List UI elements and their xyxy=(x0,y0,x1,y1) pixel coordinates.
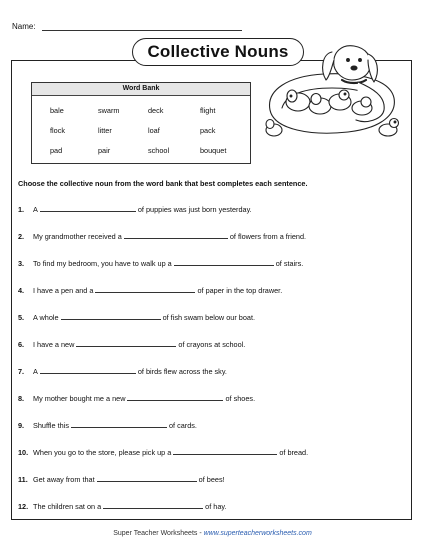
question-item xyxy=(18,231,306,241)
question-text-before: My mother bought me a new xyxy=(33,394,126,403)
question-number: 3. xyxy=(18,259,25,268)
question-text-before: I have a new xyxy=(33,340,75,349)
page-title: Collective Nouns xyxy=(132,38,304,66)
question-text-after: of puppies was just born yesterday. xyxy=(137,205,252,214)
question-number: 10. xyxy=(18,448,29,457)
question-text-after: of flowers from a friend. xyxy=(229,232,307,241)
word-bank-word: pair xyxy=(98,146,111,155)
question-text-before: I have a pen and a xyxy=(33,286,94,295)
question-item xyxy=(18,501,227,511)
answer-blank[interactable] xyxy=(61,312,161,320)
question-number: 4. xyxy=(18,286,25,295)
question-number: 12. xyxy=(18,502,29,511)
answer-blank[interactable] xyxy=(76,339,176,347)
word-bank-word: pad xyxy=(50,146,63,155)
question-text-before: A xyxy=(33,205,38,214)
question-item xyxy=(18,447,308,457)
answer-blank[interactable] xyxy=(103,501,203,509)
answer-blank[interactable] xyxy=(71,420,167,428)
answer-blank[interactable] xyxy=(40,204,136,212)
question-text-before: When you go to the store, please pick up a xyxy=(33,448,172,457)
dog-and-puppies-illustration xyxy=(262,36,412,144)
word-bank-word: flock xyxy=(50,126,66,135)
question-text-after: of stairs. xyxy=(275,259,304,268)
answer-blank[interactable] xyxy=(174,258,274,266)
footer-brand: Super Teacher Worksheets - xyxy=(113,530,202,537)
question-text-after: of paper in the top drawer. xyxy=(197,286,283,295)
footer xyxy=(0,530,425,537)
question-text-after: of birds flew across the sky. xyxy=(137,367,227,376)
question-number: 2. xyxy=(18,232,25,241)
question-text-after: of hay. xyxy=(205,502,227,511)
answer-blank[interactable] xyxy=(173,447,277,455)
question-text-after: of shoes. xyxy=(225,394,256,403)
answer-blank[interactable] xyxy=(40,366,136,374)
word-bank-word: litter xyxy=(98,126,112,135)
word-bank-word: school xyxy=(148,146,170,155)
question-item xyxy=(18,366,227,376)
answer-blank[interactable] xyxy=(127,393,223,401)
word-bank-word: flight xyxy=(200,106,216,115)
question-text-after: of fish swam below our boat. xyxy=(162,313,256,322)
instructions: Choose the collective noun from the word bank that best completes each sentence. xyxy=(18,179,308,188)
name-input-line[interactable] xyxy=(42,22,242,31)
question-number: 1. xyxy=(18,205,25,214)
question-number: 5. xyxy=(18,313,25,322)
question-number: 9. xyxy=(18,421,25,430)
word-bank-word: bouquet xyxy=(200,146,227,155)
question-text-before: To find my bedroom, you have to walk up a xyxy=(33,259,172,268)
word-bank-header: Word Bank xyxy=(32,83,250,96)
question-number: 7. xyxy=(18,367,25,376)
question-text-before: Shuffle this xyxy=(33,421,69,430)
question-item xyxy=(18,204,252,214)
question-item xyxy=(18,474,225,484)
question-item xyxy=(18,393,255,403)
answer-blank[interactable] xyxy=(95,285,195,293)
word-bank-word: deck xyxy=(148,106,164,115)
question-text-before: A xyxy=(33,367,38,376)
name-label: Name: xyxy=(12,22,36,31)
answer-blank[interactable] xyxy=(97,474,197,482)
word-bank-word: bale xyxy=(50,106,64,115)
name-field xyxy=(12,22,242,31)
answer-blank[interactable] xyxy=(124,231,228,239)
question-text-after: of crayons at school. xyxy=(178,340,246,349)
question-text-after: of bees! xyxy=(198,475,225,484)
word-bank-word: swarm xyxy=(98,106,120,115)
question-text-after: of bread. xyxy=(279,448,309,457)
question-number: 8. xyxy=(18,394,25,403)
word-bank-word: loaf xyxy=(148,126,160,135)
word-bank-word: pack xyxy=(200,126,216,135)
question-text-before: A whole xyxy=(33,313,59,322)
question-number: 11. xyxy=(18,475,28,484)
footer-url[interactable]: www.superteacherworksheets.com xyxy=(203,530,312,537)
question-text-before: Get away from that xyxy=(33,475,95,484)
question-number: 6. xyxy=(18,340,25,349)
question-text-before: The children sat on a xyxy=(33,502,102,511)
question-text-after: of cards. xyxy=(168,421,197,430)
question-item xyxy=(18,285,282,295)
question-item xyxy=(18,312,255,322)
question-item xyxy=(18,339,245,349)
question-item xyxy=(18,420,197,430)
question-text-before: My grandmother received a xyxy=(33,232,122,241)
word-bank xyxy=(31,82,251,164)
question-item xyxy=(18,258,303,268)
